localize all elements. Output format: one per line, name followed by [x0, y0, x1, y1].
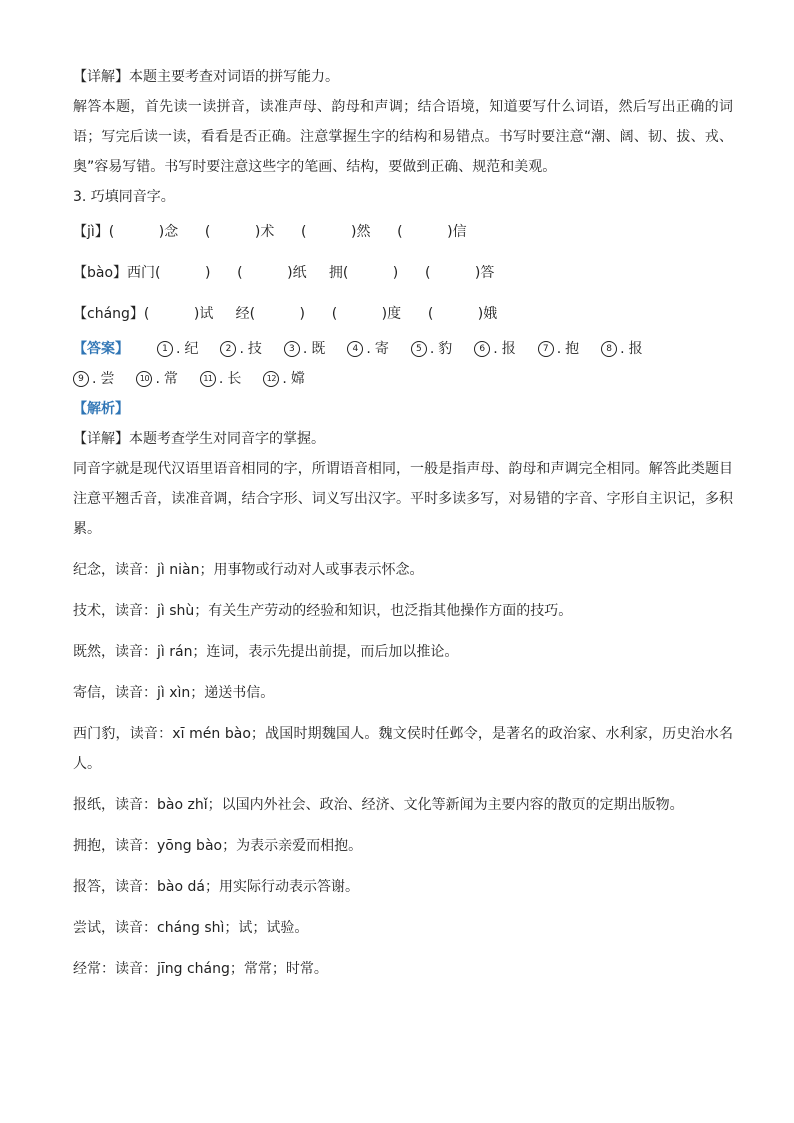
pronunciation-entry: 既然，读音：jì rán；连词，表示先提出前提，而后加以推论。 [73, 644, 459, 660]
answer-char: 报 [501, 341, 516, 357]
answer-item: 12 . 嫦 [263, 364, 304, 394]
pronunciation-entry: 西门豹，读音：xī mén bào；战国时期魏国人。魏文侯时任邺令，是著名的政治家、水利家，历史治水名人。 [73, 726, 733, 772]
answer-row [73, 334, 733, 364]
answer-item: 6 . 报 [474, 334, 515, 364]
answer-char: 豹 [438, 341, 453, 357]
question-title: 3. 巧填同音字。 [73, 189, 175, 205]
fill-row-ji: 【jì】( )念 ( )术 ( )然 ( )信 [73, 224, 467, 240]
answer-label: 【答案】 [73, 341, 129, 357]
answer-char: 嫦 [290, 371, 305, 387]
answer-char: 技 [247, 341, 262, 357]
analysis-label: 【解析】 [73, 401, 129, 417]
answer-char: 报 [628, 341, 643, 357]
answer-number: 9 [73, 371, 89, 387]
pronunciation-entries [73, 555, 733, 984]
answer-number: 8 [601, 341, 617, 357]
pronunciation-entry: 报答，读音：bào dá；用实际行动表示答谢。 [73, 879, 359, 895]
document-page [73, 62, 733, 984]
answer-item: 7 . 抱 [538, 334, 579, 364]
answer-number: 2 [220, 341, 236, 357]
fill-row-bao: 【bào】西门( ) ( )纸 拥( ) ( )答 [73, 265, 495, 281]
analysis-paragraph: 同音字就是现代汉语里语音相同的字，所谓语音相同，一般是指声母、韵母和声调完全相同。解答此类题目注意平翘舌音，读准音调，结合字形、词义写出汉字。平时多读多写，对易错的字音、字形自主识记，多积累。 [73, 461, 733, 537]
answer-char: 寄 [374, 341, 389, 357]
pronunciation-entry: 尝试，读音：cháng shì；试；试验。 [73, 920, 309, 936]
answer-number: 12 [263, 371, 279, 387]
answer-item: 4 . 寄 [347, 334, 388, 364]
answer-item: 10 . 常 [136, 364, 177, 394]
answer-number: 11 [200, 371, 216, 387]
pronunciation-entry: 寄信，读音：jì xìn；递送书信。 [73, 685, 275, 701]
answer-number: 4 [347, 341, 363, 357]
answer-row [73, 364, 733, 394]
pronunciation-entry: 报纸，读音：bào zhǐ；以国内外社会、政治、经济、文化等新闻为主要内容的散页的定期出版物。 [73, 797, 684, 813]
answer-item: 2 . 技 [220, 334, 261, 364]
detail-line: 【详解】本题主要考查对词语的拼写能力。 [73, 69, 339, 85]
pronunciation-entry: 拥抱，读音：yōng bào；为表示亲爱而相抱。 [73, 838, 363, 854]
answer-char: 纪 [184, 341, 199, 357]
analysis-detail-line: 【详解】本题考查学生对同音字的掌握。 [73, 431, 325, 447]
explanation-paragraph: 解答本题，首先读一读拼音，读准声母、韵母和声调；结合语境，知道要写什么词语，然后写出正确的词语；写完后读一读，看看是否正确。注意掌握生字的结构和易错点。书写时要注意“潮、阔、韧、拔、戎、奥”容易写错。书写时要注意这些字的笔画、结构，要做到正确、规范和美观。 [73, 99, 733, 175]
answer-number: 6 [474, 341, 490, 357]
answer-char: 既 [311, 341, 326, 357]
pronunciation-entry: 纪念，读音：jì niàn；用事物或行动对人或事表示怀念。 [73, 562, 424, 578]
answer-char: 常 [163, 371, 178, 387]
pronunciation-entry: 技术，读音：jì shù；有关生产劳动的经验和知识，也泛指其他操作方面的技巧。 [73, 603, 573, 619]
answer-number: 5 [411, 341, 427, 357]
answer-number: 10 [136, 371, 152, 387]
answer-number: 3 [284, 341, 300, 357]
answer-item: 3 . 既 [284, 334, 325, 364]
answer-item: 8 . 报 [601, 334, 642, 364]
answer-number: 1 [157, 341, 173, 357]
answer-item: 9 . 尝 [73, 364, 114, 394]
answer-number: 7 [538, 341, 554, 357]
answer-char: 抱 [565, 341, 580, 357]
answer-char: 尝 [100, 371, 115, 387]
fill-row-chang: 【cháng】( )试 经( ) ( )度 ( )娥 [73, 306, 498, 322]
answer-char: 长 [227, 371, 242, 387]
answer-item: 11 . 长 [200, 364, 241, 394]
pronunciation-entry: 经常：读音：jīng cháng；常常；时常。 [73, 961, 328, 977]
answer-item: 5 . 豹 [411, 334, 452, 364]
answer-block [73, 334, 733, 394]
answer-item: 1 . 纪 [157, 334, 198, 364]
